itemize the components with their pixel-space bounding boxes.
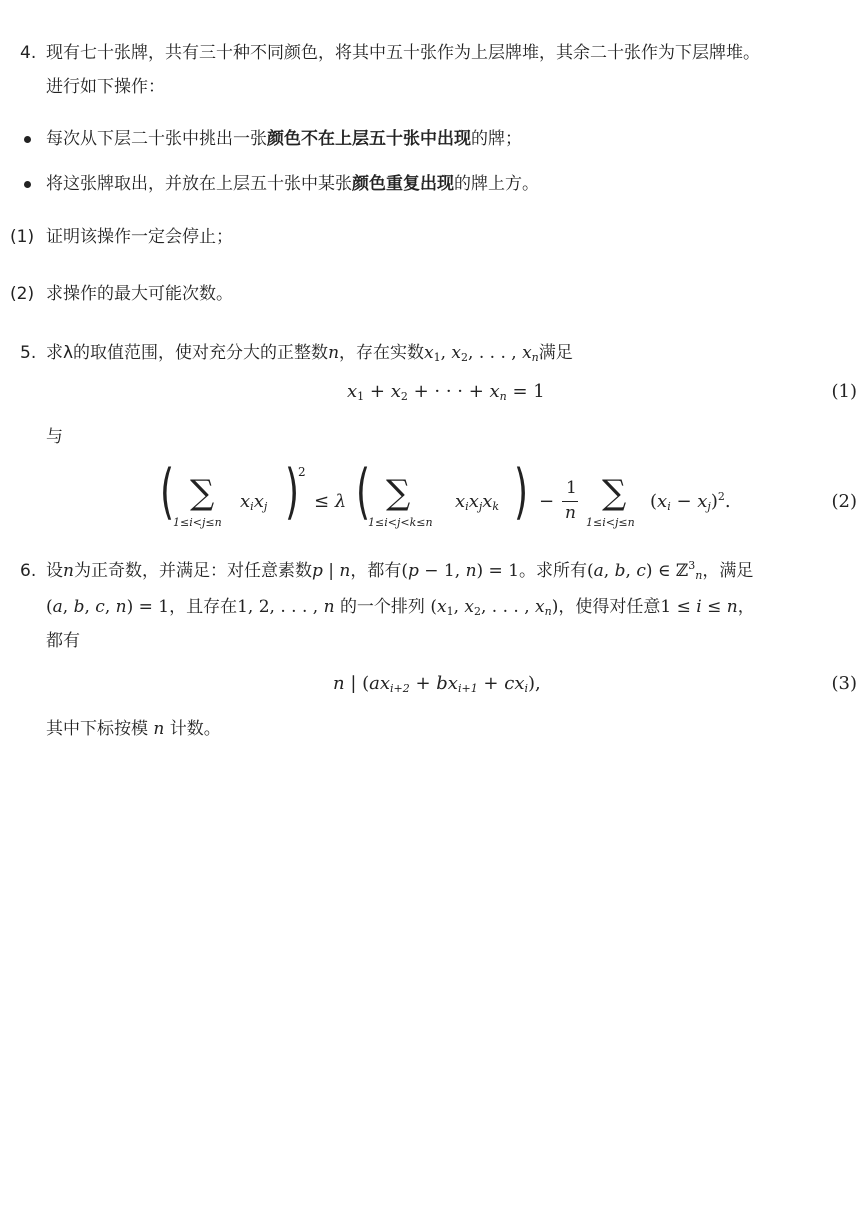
math-gcd-condition: (p − 1, n) = 1 [401, 561, 520, 581]
problem-6-text: 为正奇数，并满足：对任意素数 [73, 561, 312, 581]
math-permutation: ($x_1$, $x_2$, . . . , $x_n$) [430, 597, 559, 618]
connector-text: 与 [46, 427, 63, 447]
part-1-text: 证明该操作一定会停止； [46, 227, 233, 247]
problem-6-text: ，使得对任意 [558, 597, 661, 617]
left-paren: ( [160, 457, 175, 527]
problem-6-line-3: 都有 [46, 631, 80, 651]
math-n: n [153, 719, 165, 739]
sum-index: 1≤i<j≤n [586, 516, 635, 529]
sum-term: $(x_i - x_j)^2$. [650, 490, 731, 513]
problem-6-text: 。求所有 [519, 561, 588, 581]
intro-text: ，存在实数 [339, 343, 425, 363]
sum-sign: ∑ [602, 473, 627, 513]
math-range: 1, 2, . . . , n [237, 597, 335, 617]
problem-4-bullet-2 [46, 171, 539, 197]
bullet-dot [24, 181, 31, 188]
closing-text: 其中下标按模 [46, 719, 148, 739]
problem-6-text: ，且存在 [169, 597, 238, 617]
fraction-denominator: n [565, 503, 576, 523]
sum-sign: ∑ [190, 473, 215, 513]
bullet-1-text-end: 的牌； [471, 129, 522, 149]
math-index-range: 1 ≤ i ≤ n [660, 597, 738, 617]
closing-text: 计数。 [169, 719, 221, 739]
problem-6-text: 设 [46, 561, 63, 581]
intro-text: 满足 [538, 343, 573, 363]
part-2-label: (2) [10, 284, 35, 304]
problem-6-line-1 [46, 558, 753, 584]
bullet-dot [24, 136, 31, 143]
problem-5-intro [46, 340, 573, 366]
problem-6-text: ， [737, 597, 755, 617]
math-x-sequence: $x_1$, $x_2$, . . . , $x_n$ [424, 343, 539, 364]
math-p-divides-n: p | n [311, 561, 351, 581]
bullet-2-text: 将这张牌取出，并放在上层五十张中某张 [46, 174, 352, 194]
leq-lambda: ≤ λ [314, 491, 347, 512]
fraction-numerator: 1 [566, 478, 577, 498]
bullet-2-text-end: 的牌上方。 [454, 174, 539, 194]
sum-index: 1≤i<j≤n [173, 516, 222, 529]
right-paren: ) [285, 457, 300, 527]
problem-4-line-1: 现有七十张牌，共有三十种不同颜色，将其中五十张作为上层牌堆，其余二十张作为下层牌堆。 [46, 43, 760, 63]
right-paren: ) [514, 457, 529, 527]
sum-term: $x_ix_j$ [240, 491, 268, 513]
bullet-2-bold: 颜色重复出现 [352, 174, 454, 194]
equation-2-tag: (2) [831, 491, 857, 512]
part-1-label: (1) [10, 227, 35, 247]
minus-sign: − [539, 491, 555, 512]
sum-index: 1≤i<j<k≤n [368, 516, 433, 529]
equation-3-tag: (3) [831, 673, 857, 694]
equation-1-tag: (1) [831, 381, 857, 402]
problem-6-text: 的一个排列 [339, 597, 425, 617]
problem-6-number: 6. [20, 561, 37, 581]
problem-6-closing [46, 716, 221, 742]
problem-4-bullet-1 [46, 126, 522, 152]
equation-3: n | $(ax_{i+2} + bx_{i+1} + cx_i)$, [333, 673, 541, 695]
part-2-text: 求操作的最大可能次数。 [46, 284, 233, 304]
problem-6-text: ，满足 [702, 561, 754, 581]
equation-1: $x_1 + x_2$ + · · · + $x_n = 1$ [347, 381, 545, 403]
problem-6-text: ，都有 [350, 561, 402, 581]
bullet-1-bold: 颜色不在上层五十张中出现 [267, 129, 471, 149]
math-n: n [328, 343, 340, 363]
problem-5-number: 5. [20, 343, 37, 363]
problem-6-line-2 [46, 594, 755, 620]
bullet-1-text: 每次从下层二十张中挑出一张 [46, 129, 267, 149]
math-n: n [63, 561, 74, 581]
problem-4-line-2: 进行如下操作： [46, 77, 165, 97]
left-paren: ( [356, 457, 371, 527]
math-triple: (a, b, c) ∈ ℤ$^3_n$ [587, 559, 703, 582]
math-gcd-abcn: (a, b, c, n) = 1 [46, 597, 170, 617]
problem-4-number: 4. [20, 43, 37, 63]
fraction-bar [562, 501, 578, 502]
exponent-2: 2 [298, 465, 306, 479]
sum-term: $x_ix_jx_k$ [455, 491, 500, 513]
intro-text: 求λ的取值范围，使对充分大的正整数 [46, 343, 329, 363]
sum-sign: ∑ [386, 473, 411, 513]
